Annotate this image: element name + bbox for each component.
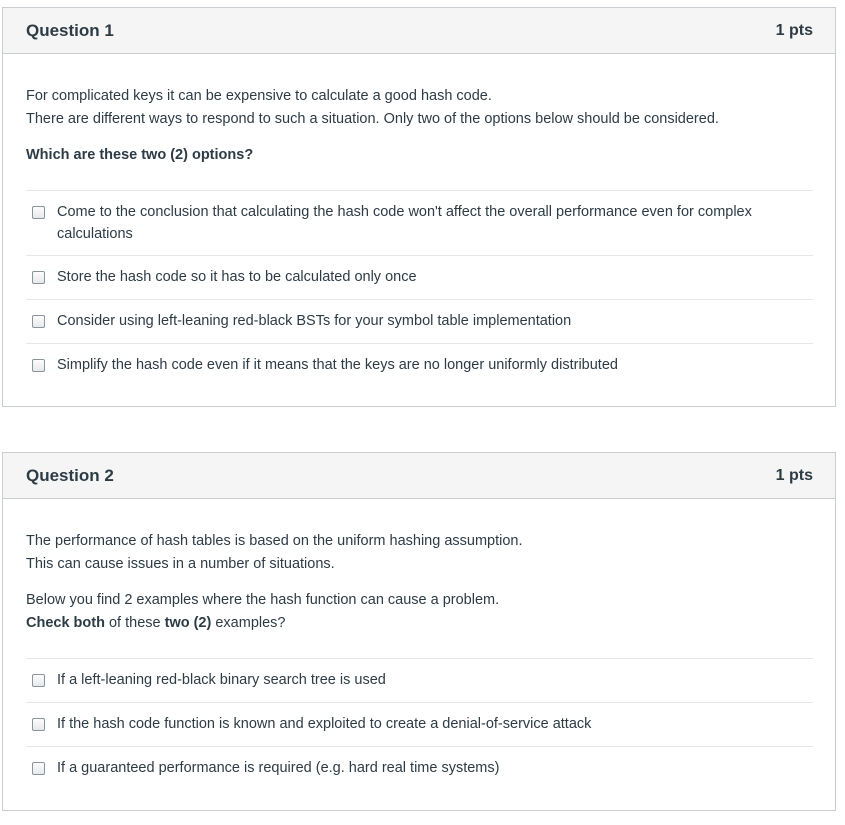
answer-label: If the hash code function is known and exploited to create a denial-of-service attack xyxy=(57,716,592,732)
answer-option[interactable] xyxy=(26,659,813,703)
answer-checkbox[interactable] xyxy=(32,718,45,731)
question-prompt xyxy=(26,612,813,635)
question-points: 1 pts xyxy=(775,466,813,484)
answer-checkbox[interactable] xyxy=(32,271,45,284)
answer-label: If a guaranteed performance is required (e.g. hard real time systems) xyxy=(57,760,500,776)
answer-label: Come to the conclusion that calculating the hash code won't affect the overall performance even for complex calculations xyxy=(57,204,752,242)
answer-option[interactable] xyxy=(26,256,813,300)
question-body xyxy=(3,499,835,791)
answer-option[interactable] xyxy=(26,747,813,791)
question-title: Question 2 xyxy=(26,465,114,485)
answer-list xyxy=(26,658,813,791)
prompt-text: of these xyxy=(104,615,165,631)
question-2 xyxy=(2,452,836,811)
question-1 xyxy=(2,7,836,407)
answer-label: Simplify the hash code even if it means that the keys are no longer uniformly distributed xyxy=(57,357,618,373)
answer-label: Store the hash code so it has to be calculated only once xyxy=(57,269,417,285)
question-text-line: This can cause issues in a number of situations. xyxy=(26,556,335,572)
question-header xyxy=(3,8,835,54)
answer-checkbox[interactable] xyxy=(32,206,45,219)
prompt-emphasis: Check both xyxy=(26,615,105,631)
answer-label: If a left-leaning red-black binary search tree is used xyxy=(57,672,386,688)
question-text-line: For complicated keys it can be expensive to calculate a good hash code. xyxy=(26,88,492,104)
answer-label: Consider using left-leaning red-black BSTs for your symbol table implementation xyxy=(57,313,572,329)
question-title: Question 1 xyxy=(26,20,114,40)
prompt-emphasis: two (2) xyxy=(164,615,212,631)
question-prompt: Which are these two (2) options? xyxy=(26,147,254,163)
question-header xyxy=(3,453,835,499)
answer-checkbox[interactable] xyxy=(32,359,45,372)
answer-checkbox[interactable] xyxy=(32,315,45,328)
answer-option[interactable] xyxy=(26,344,813,388)
answer-checkbox[interactable] xyxy=(32,674,45,687)
answer-list xyxy=(26,190,813,388)
question-text-line: There are different ways to respond to such a situation. Only two of the options below should be considered. xyxy=(26,111,719,127)
question-text-line: The performance of hash tables is based on the uniform hashing assumption. xyxy=(26,533,523,549)
question-text-line: Below you find 2 examples where the hash function can cause a problem. xyxy=(26,592,500,608)
answer-option[interactable] xyxy=(26,703,813,747)
prompt-text: examples? xyxy=(211,615,286,631)
answer-checkbox[interactable] xyxy=(32,762,45,775)
question-body xyxy=(3,54,835,388)
question-points: 1 pts xyxy=(775,21,813,39)
answer-option[interactable] xyxy=(26,300,813,344)
answer-option[interactable] xyxy=(26,191,813,256)
